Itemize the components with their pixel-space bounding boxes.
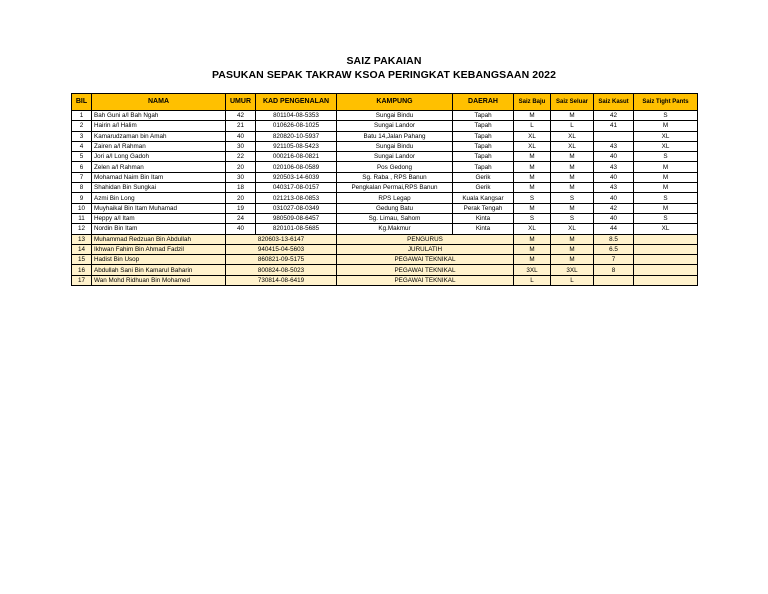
staff-row [72,234,698,244]
saiz-baju: M [514,172,551,182]
player-name: Heppy a/l Itam [92,213,226,223]
saiz-seluar: S [551,213,594,223]
saiz-baju: M [514,162,551,172]
player-ic: 010626-08-1025 [256,121,337,131]
saiz-seluar: M [551,111,594,121]
saiz-seluar: M [551,172,594,182]
player-ic: 921105-08-5423 [256,141,337,151]
staff-row [72,255,698,265]
row-number: 1 [72,111,92,121]
row-number: 7 [72,172,92,182]
header-kampung: KAMPUNG [337,94,453,111]
header-kad-pengenalan: KAD PENGENALAN [256,94,337,111]
staff-row [72,244,698,254]
player-kampung: Batu 14,Jalan Pahang [337,131,453,141]
row-number: 13 [72,234,92,244]
saiz-baju: 3XL [514,265,551,275]
saiz-seluar: M [551,203,594,213]
saiz-tight-pants: S [634,111,698,121]
player-ic: 000216-08-0821 [256,152,337,162]
player-ic: 021213-08-0853 [256,193,337,203]
saiz-baju: M [514,152,551,162]
saiz-kasut: 43 [594,183,634,193]
player-row [72,141,698,151]
player-name: Zelen a/l Rahman [92,162,226,172]
saiz-kasut: 8 [594,265,634,275]
saiz-kasut: 44 [594,224,634,234]
player-daerah: Tapah [453,152,514,162]
player-name: Azmi Bin Long [92,193,226,203]
saiz-kasut: 7 [594,255,634,265]
staff-role: JURULATIH [337,244,514,254]
staff-role: PEGAWAI TEKNIKAL [337,275,514,285]
player-age: 30 [226,172,256,182]
staff-role: PEGAWAI TEKNIKAL [337,265,514,275]
row-number: 8 [72,183,92,193]
saiz-kasut [594,275,634,285]
saiz-tight-pants: XL [634,141,698,151]
player-ic: 801104-08-5353 [256,111,337,121]
player-daerah: Gerik [453,183,514,193]
saiz-seluar: M [551,234,594,244]
staff-name: Muhammad Redzuan Bin Abdullah [92,234,226,244]
player-kampung: Sungai Bindu [337,111,453,121]
player-row [72,172,698,182]
size-table [71,93,698,286]
saiz-tight-pants: M [634,121,698,131]
player-ic: 820101-08-5685 [256,224,337,234]
player-daerah: Kinta [453,224,514,234]
saiz-tight-pants: XL [634,224,698,234]
saiz-tight-pants: M [634,172,698,182]
staff-name: Wan Mohd Ridhuan Bin Mohamed [92,275,226,285]
staff-ic: 820603-13-6147 [226,234,337,244]
player-daerah: Tapah [453,131,514,141]
row-number: 12 [72,224,92,234]
player-age: 24 [226,213,256,223]
saiz-tight-pants: S [634,193,698,203]
row-number: 5 [72,152,92,162]
header-saiz-seluar: Saiz Seluar [551,94,594,111]
saiz-kasut: 40 [594,213,634,223]
row-number: 6 [72,162,92,172]
saiz-baju: S [514,193,551,203]
player-kampung: Pengkalan Permai,RPS Banun [337,183,453,193]
saiz-baju: XL [514,224,551,234]
saiz-kasut: 42 [594,111,634,121]
saiz-baju: S [514,213,551,223]
header-daerah: DAERAH [453,94,514,111]
player-kampung: Sungai Landor [337,152,453,162]
player-daerah: Kinta [453,213,514,223]
row-number: 10 [72,203,92,213]
saiz-kasut: 43 [594,141,634,151]
player-age: 22 [226,152,256,162]
player-age: 40 [226,224,256,234]
staff-name: Abdullah Sani Bin Kamarul Baharin [92,265,226,275]
player-name: Mohamad Naim Bin Itam [92,172,226,182]
player-kampung: Sungai Landor [337,121,453,131]
staff-ic: 800824-08-5023 [226,265,337,275]
saiz-seluar: M [551,244,594,254]
player-kampung: Sg. Limau, Sahom [337,213,453,223]
saiz-tight-pants: M [634,183,698,193]
header-umur: UMUR [226,94,256,111]
saiz-tight-pants: S [634,213,698,223]
row-number: 14 [72,244,92,254]
saiz-seluar: XL [551,131,594,141]
player-age: 18 [226,183,256,193]
player-row [72,183,698,193]
player-name: Nordin Bin Itam [92,224,226,234]
saiz-baju: L [514,275,551,285]
saiz-baju: L [514,121,551,131]
player-kampung: Sungai Bindu [337,141,453,151]
row-number: 4 [72,141,92,151]
header-saiz-kasut: Saiz Kasut [594,94,634,111]
player-age: 20 [226,162,256,172]
saiz-tight-pants [634,275,698,285]
player-ic: 820820-10-5937 [256,131,337,141]
player-daerah: Perak Tengah [453,203,514,213]
saiz-kasut: 43 [594,162,634,172]
player-row [72,193,698,203]
header-row [72,94,698,111]
saiz-baju: XL [514,131,551,141]
saiz-kasut: 42 [594,203,634,213]
row-number: 17 [72,275,92,285]
player-daerah: Kuala Kangsar [453,193,514,203]
player-age: 19 [226,203,256,213]
player-daerah: Tapah [453,141,514,151]
staff-row [72,265,698,275]
player-kampung: Sg. Raba , RPS Banun [337,172,453,182]
saiz-kasut: 40 [594,152,634,162]
saiz-tight-pants: XL [634,131,698,141]
header-bil: BIL [72,94,92,111]
saiz-kasut: 41 [594,121,634,131]
player-row [72,162,698,172]
saiz-baju: M [514,234,551,244]
staff-name: Ikhwan Fahim Bin Ahmad Fadzil [92,244,226,254]
row-number: 11 [72,213,92,223]
saiz-baju: M [514,203,551,213]
player-name: Shahidan Bin Sungkai [92,183,226,193]
staff-role: PEGAWAI TEKNIKAL [337,255,514,265]
saiz-kasut: 6.5 [594,244,634,254]
row-number: 16 [72,265,92,275]
saiz-tight-pants: M [634,203,698,213]
saiz-baju: M [514,244,551,254]
row-number: 2 [72,121,92,131]
row-number: 3 [72,131,92,141]
player-kampung: Gedung Batu [337,203,453,213]
player-daerah: Tapah [453,111,514,121]
player-daerah: Tapah [453,162,514,172]
player-ic: 040317-08-0157 [256,183,337,193]
saiz-seluar: L [551,275,594,285]
staff-ic: 940415-04-5603 [226,244,337,254]
document-titles [0,54,768,82]
saiz-seluar: M [551,162,594,172]
player-name: Zairen a/l Rahman [92,141,226,151]
table-body [72,111,698,286]
saiz-seluar: XL [551,141,594,151]
player-row [72,224,698,234]
saiz-tight-pants [634,244,698,254]
player-row [72,213,698,223]
saiz-seluar: L [551,121,594,131]
saiz-kasut: 40 [594,193,634,203]
staff-row [72,275,698,285]
player-ic: 020106-08-0589 [256,162,337,172]
saiz-kasut: 8.5 [594,234,634,244]
saiz-tight-pants [634,255,698,265]
saiz-kasut: 40 [594,172,634,182]
player-name: Jori a/l Long Gadoh [92,152,226,162]
row-number: 9 [72,193,92,203]
player-daerah: Tapah [453,121,514,131]
player-name: Kamarudzaman bin Amah [92,131,226,141]
player-row [72,121,698,131]
saiz-baju: M [514,111,551,121]
player-ic: 031027-08-0349 [256,203,337,213]
player-age: 42 [226,111,256,121]
page-subtitle: PASUKAN SEPAK TAKRAW KSOA PERINGKAT KEBANGSAAN 2022 [211,69,557,81]
saiz-seluar: M [551,152,594,162]
player-age: 40 [226,131,256,141]
player-kampung: Kg.Makmur [337,224,453,234]
saiz-tight-pants: S [634,152,698,162]
staff-ic: 730814-08-6419 [226,275,337,285]
saiz-kasut [594,131,634,141]
player-name: Muyhaikal Bin Itam Muhamad [92,203,226,213]
header-nama: NAMA [92,94,226,111]
player-name: Bah Guni a/l Bah Ngah [92,111,226,121]
saiz-tight-pants [634,265,698,275]
player-age: 20 [226,193,256,203]
saiz-seluar: M [551,255,594,265]
saiz-seluar: S [551,193,594,203]
player-age: 30 [226,141,256,151]
staff-role: PENGURUS [337,234,514,244]
player-ic: 980509-08-6457 [256,213,337,223]
player-age: 21 [226,121,256,131]
player-row [72,111,698,121]
header-saiz-baju: Saiz Baju [514,94,551,111]
player-ic: 920503-14-6039 [256,172,337,182]
saiz-tight-pants: M [634,162,698,172]
saiz-seluar: 3XL [551,265,594,275]
player-daerah: Gerik [453,172,514,182]
saiz-seluar: M [551,183,594,193]
player-row [72,131,698,141]
player-name: Hairin a/l Halim [92,121,226,131]
player-kampung: RPS Legap [337,193,453,203]
player-row [72,152,698,162]
staff-name: Hadist Bin Usop [92,255,226,265]
player-row [72,203,698,213]
saiz-baju: XL [514,141,551,151]
saiz-baju: M [514,255,551,265]
saiz-seluar: XL [551,224,594,234]
saiz-tight-pants [634,234,698,244]
header-saiz-tight-pants: Saiz Tight Pants [634,94,698,111]
saiz-baju: M [514,183,551,193]
page-title: SAIZ PAKAIAN [346,55,422,67]
staff-ic: 860821-09-5175 [226,255,337,265]
player-kampung: Pos Gedong [337,162,453,172]
row-number: 15 [72,255,92,265]
